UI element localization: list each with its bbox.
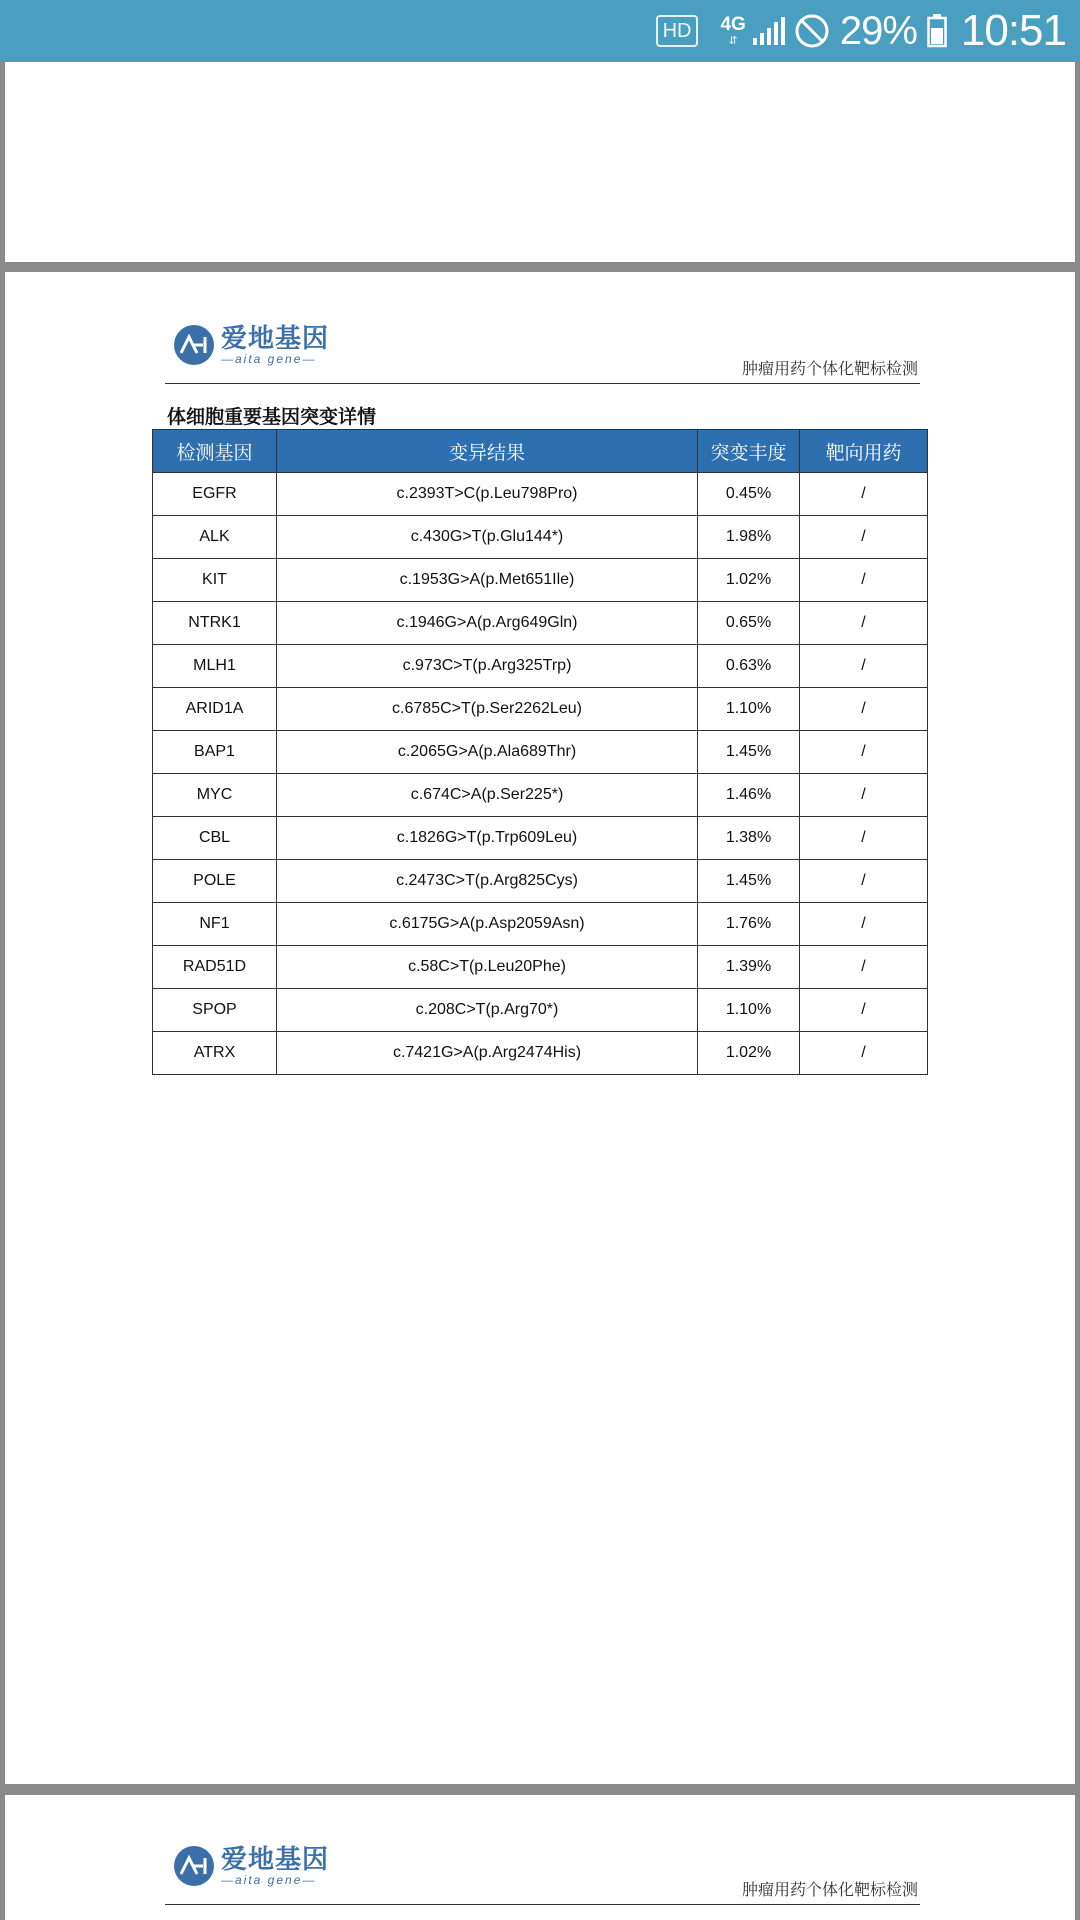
logo-chinese-text: 爱地基因 [221, 323, 330, 353]
table-row [153, 1032, 928, 1075]
variant-cell: c.2065G>A(p.Ala689Thr) [277, 731, 698, 774]
variant-cell: c.1946G>A(p.Arg649Gln) [277, 602, 698, 645]
document-header [165, 1845, 920, 1905]
logo-chinese-text: 爱地基因 [221, 1844, 330, 1874]
drug-cell: / [800, 774, 928, 817]
variant-cell: c.1826G>T(p.Trp609Leu) [277, 817, 698, 860]
battery-icon [927, 14, 947, 48]
document-subtitle: 肿瘤用药个体化靶标检测 [741, 359, 918, 378]
frequency-cell: 0.65% [698, 602, 800, 645]
clock: 10:51 [960, 6, 1066, 55]
section-title: 体细胞重要基因突变详情 [167, 406, 377, 428]
company-logo [173, 1845, 329, 1887]
frequency-cell: 1.10% [698, 688, 800, 731]
variant-cell: c.58C>T(p.Leu20Phe) [277, 946, 698, 989]
table-row [153, 946, 928, 989]
variant-cell: c.674C>A(p.Ser225*) [277, 774, 698, 817]
logo-english-text: —aita gene— [221, 1873, 317, 1887]
table-row [153, 688, 928, 731]
company-logo-icon [173, 1845, 215, 1887]
gene-cell: RAD51D [153, 946, 277, 989]
column-header-gene: 检测基因 [153, 430, 277, 473]
variant-cell: c.208C>T(p.Arg70*) [277, 989, 698, 1032]
company-logo [173, 324, 329, 366]
gene-cell: ALK [153, 516, 277, 559]
hd-voice-badge: HD [656, 15, 699, 47]
frequency-cell: 1.10% [698, 989, 800, 1032]
variant-cell: c.1953G>A(p.Met651Ile) [277, 559, 698, 602]
battery-percentage: 29% [839, 8, 917, 53]
gene-cell: CBL [153, 817, 277, 860]
drug-cell: / [800, 989, 928, 1032]
document-subtitle: 肿瘤用药个体化靶标检测 [741, 1880, 918, 1899]
drug-cell: / [800, 817, 928, 860]
pdf-page[interactable] [5, 272, 1075, 1784]
gene-cell: SPOP [153, 989, 277, 1032]
frequency-cell: 1.38% [698, 817, 800, 860]
variant-cell: c.973C>T(p.Arg325Trp) [277, 645, 698, 688]
column-header-frequency: 突变丰度 [698, 430, 800, 473]
drug-cell: / [800, 946, 928, 989]
frequency-cell: 1.46% [698, 774, 800, 817]
table-row [153, 903, 928, 946]
previous-pdf-page[interactable] [5, 62, 1075, 262]
frequency-cell: 1.02% [698, 1032, 800, 1075]
column-header-variant: 变异结果 [277, 430, 698, 473]
gene-cell: NF1 [153, 903, 277, 946]
variant-cell: c.7421G>A(p.Arg2474His) [277, 1032, 698, 1075]
frequency-cell: 1.76% [698, 903, 800, 946]
table-header-row [153, 430, 928, 473]
frequency-cell: 0.63% [698, 645, 800, 688]
frequency-cell: 1.02% [698, 559, 800, 602]
drug-cell: / [800, 688, 928, 731]
status-bar [0, 0, 1080, 62]
table-row [153, 731, 928, 774]
gene-cell: BAP1 [153, 731, 277, 774]
drug-cell: / [800, 602, 928, 645]
gene-cell: MLH1 [153, 645, 277, 688]
frequency-cell: 1.39% [698, 946, 800, 989]
table-row [153, 516, 928, 559]
network-type-indicator [720, 15, 745, 47]
document-header [165, 324, 920, 384]
next-pdf-page[interactable] [5, 1795, 1075, 1920]
do-not-disturb-icon [794, 13, 830, 49]
drug-cell: / [800, 559, 928, 602]
table-row [153, 559, 928, 602]
gene-cell: ARID1A [153, 688, 277, 731]
drug-cell: / [800, 473, 928, 516]
company-logo-icon [173, 324, 215, 366]
variant-cell: c.430G>T(p.Glu144*) [277, 516, 698, 559]
variant-cell: c.2393T>C(p.Leu798Pro) [277, 473, 698, 516]
drug-cell: / [800, 860, 928, 903]
frequency-cell: 1.45% [698, 860, 800, 903]
gene-cell: KIT [153, 559, 277, 602]
gene-cell: POLE [153, 860, 277, 903]
logo-english-text: —aita gene— [221, 352, 317, 366]
gene-cell: EGFR [153, 473, 277, 516]
table-row [153, 817, 928, 860]
gene-cell: NTRK1 [153, 602, 277, 645]
drug-cell: / [800, 731, 928, 774]
frequency-cell: 0.45% [698, 473, 800, 516]
drug-cell: / [800, 645, 928, 688]
drug-cell: / [800, 1032, 928, 1075]
signal-strength-icon [752, 16, 786, 46]
table-row [153, 860, 928, 903]
table-row [153, 645, 928, 688]
variant-cell: c.6175G>A(p.Asp2059Asn) [277, 903, 698, 946]
table-row [153, 774, 928, 817]
table-row [153, 602, 928, 645]
frequency-cell: 1.98% [698, 516, 800, 559]
column-header-targeted-drug: 靶向用药 [800, 430, 928, 473]
drug-cell: / [800, 903, 928, 946]
variant-cell: c.2473C>T(p.Arg825Cys) [277, 860, 698, 903]
table-row [153, 989, 928, 1032]
drug-cell: / [800, 516, 928, 559]
gene-cell: MYC [153, 774, 277, 817]
data-activity-icon: ⇵ [728, 35, 738, 47]
gene-cell: ATRX [153, 1032, 277, 1075]
mutation-table [152, 429, 928, 1075]
variant-cell: c.6785C>T(p.Ser2262Leu) [277, 688, 698, 731]
frequency-cell: 1.45% [698, 731, 800, 774]
network-type-label: 4G [720, 14, 746, 35]
table-row [153, 473, 928, 516]
